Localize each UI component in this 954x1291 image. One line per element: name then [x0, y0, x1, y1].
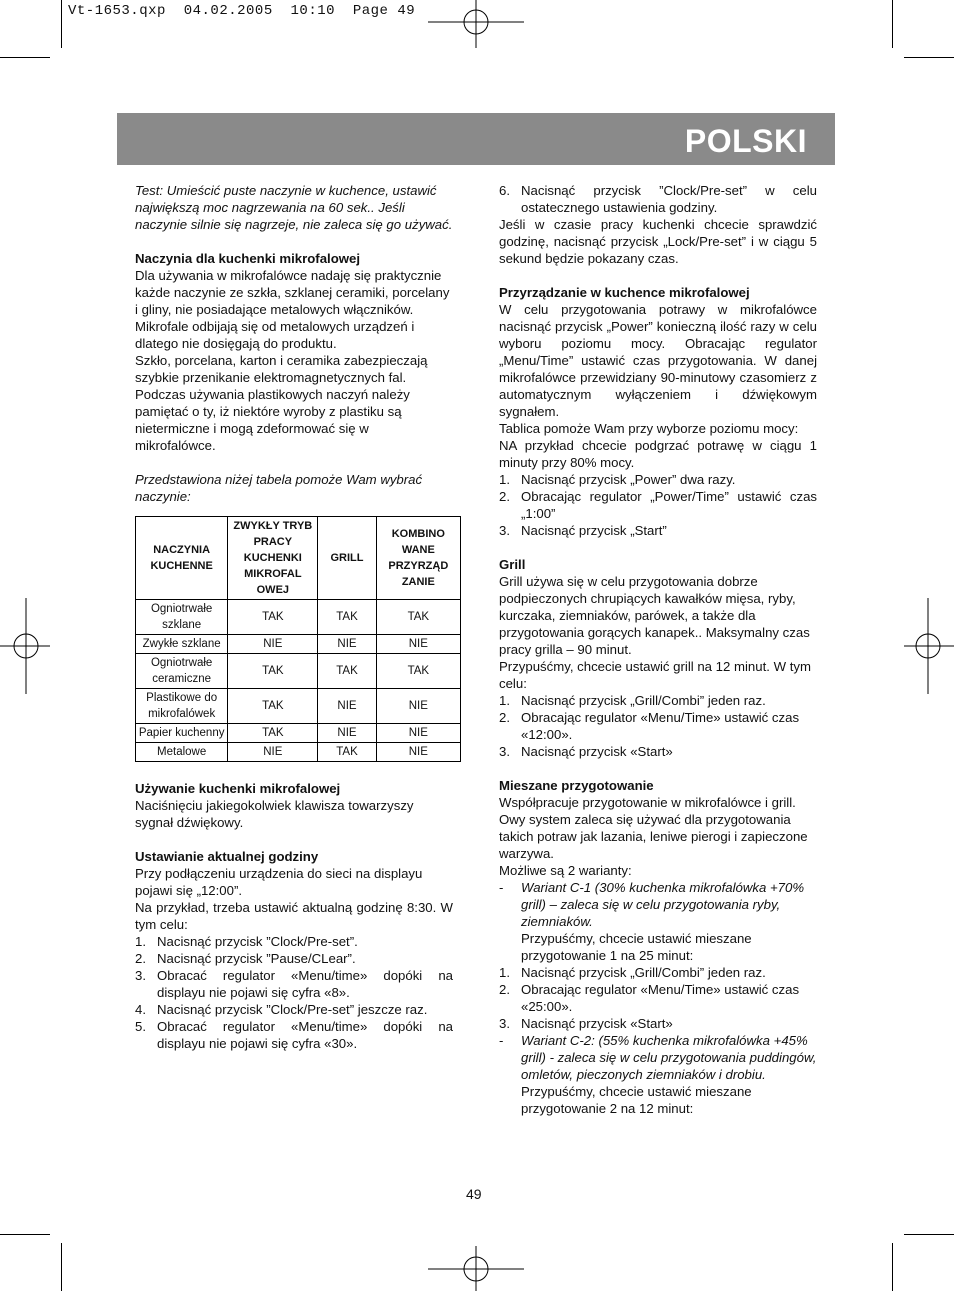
- table-row: [136, 600, 461, 635]
- list-item: [499, 692, 817, 709]
- dishes-paragraph: Dla używania w mikrofalówce nadaję się praktycznie każde naczynie ze szkła, szklanej ceramiki, porcelany i gliny, nie posiadające metalowych włączników.: [135, 268, 450, 317]
- step-number: 2.: [499, 489, 510, 504]
- table-cell: NIE: [376, 635, 460, 654]
- registration-mark-icon: [428, 1246, 524, 1291]
- step-text: Nacisnąć przycisk ”Pause/CLear”.: [157, 951, 356, 966]
- variant-list: [499, 1032, 817, 1117]
- table-cell: NIE: [376, 743, 460, 762]
- step-number: 2.: [499, 710, 510, 725]
- table-cell: Ogniotrwałe szklane: [136, 600, 228, 635]
- table-cell: TAK: [228, 654, 318, 689]
- step-number: 1.: [499, 693, 510, 708]
- list-item: [499, 1032, 817, 1117]
- clock-steps-continued: [499, 182, 817, 216]
- step-number: 6.: [499, 183, 510, 198]
- crop-mark: [904, 57, 954, 58]
- clock-paragraph: Przy podłączeniu urządzenia do sieci na displayu pojawi się „12:00”.: [135, 866, 423, 898]
- table-cell: Metalowe: [136, 743, 228, 762]
- crop-mark: [61, 0, 62, 48]
- micro-steps: [499, 471, 817, 539]
- step-text: Nacisnąć przycisk „Power” dwa razy.: [521, 472, 736, 487]
- table-cell: NIE: [318, 724, 376, 743]
- step-text: Nacisnąć przycisk ”Clock/Pre-set” jeszcze raz.: [157, 1002, 428, 1017]
- table-row: [136, 724, 461, 743]
- step-number: 3.: [499, 1016, 510, 1031]
- list-item: [135, 1001, 453, 1018]
- list-item: [499, 743, 817, 760]
- mixed-heading: Mieszane przygotowanie: [499, 778, 654, 793]
- table-cell: Papier kuchenny: [136, 724, 228, 743]
- crop-mark: [0, 57, 50, 58]
- list-item: [499, 879, 817, 964]
- list-item: [499, 471, 817, 488]
- list-item: [499, 488, 817, 522]
- grill-heading: Grill: [499, 557, 526, 572]
- table-intro: Przedstawiona niżej tabela pomoże Wam wybrać naczynie:: [135, 472, 423, 504]
- variant-note: Przypuśćmy, chcecie ustawić mieszane przygotowanie 2 na 12 minut:: [521, 1084, 752, 1116]
- crop-mark: [0, 1234, 50, 1235]
- variant-text: Wariant C-2: (55% kuchenka mikrofalówka +45% grill) - zaleca się w celu przygotowania puddingów, omletów, pieczonych ziemniaków i drobiu.: [521, 1033, 817, 1082]
- table-cell: TAK: [318, 743, 376, 762]
- language-banner: [117, 113, 835, 165]
- step-text: Nacisnąć przycisk „Grill/Combi” jeden raz.: [521, 965, 766, 980]
- table-cell: TAK: [228, 600, 318, 635]
- table-row: [136, 654, 461, 689]
- mixed-steps: [499, 964, 817, 1032]
- mixed-paragraph: Możliwe są 2 warianty:: [499, 863, 632, 878]
- table-cell: Ogniotrwałe ceramiczne: [136, 654, 228, 689]
- step-text: Obracając regulator „Power/Time” ustawić czas „1:00”: [521, 489, 817, 521]
- mixed-paragraph: Współpracuje przygotowanie w mikrofalówce i grill. Owy system zaleca się używać dla przygotowania takich potraw jak lazania, leniwe pierogi i zapieczone warzywa.: [499, 795, 808, 861]
- crop-mark: [892, 1243, 893, 1291]
- table-header-row: [136, 517, 461, 600]
- step-text: Nacisnąć przycisk ”Clock/Pre-set” w celu ostatecznego ustawienia godziny.: [521, 183, 817, 215]
- table-header: KOMBINO WANE PRZYRZĄD ZANIE: [376, 517, 460, 600]
- list-item: [499, 522, 817, 539]
- list-item: [135, 950, 453, 967]
- crop-mark: [892, 0, 893, 48]
- table-cell: NIE: [318, 635, 376, 654]
- page-number: 49: [466, 1186, 482, 1202]
- clock-heading: Ustawianie aktualnej godziny: [135, 849, 319, 864]
- dishes-paragraph: Szkło, porcelana, karton i ceramika zabezpieczają szybkie przenikanie elektromagnetycznych fal.: [135, 353, 428, 385]
- crop-mark: [61, 1243, 62, 1291]
- grill-paragraph: Grill używa się w celu przygotowania dobrze podpieczonych chrupiących kawałków mięsa, ryby, kurczaka, ziemniaków, parówek, a także dla przygotowania gorących kanapek.. Maksymalny czas pracy grilla – 90 minut.: [499, 574, 810, 657]
- table-cell: TAK: [228, 689, 318, 724]
- table-cell: TAK: [318, 654, 376, 689]
- table-row: [136, 743, 461, 762]
- step-number: 1.: [499, 965, 510, 980]
- micro-paragraph: NA przykład chcecie podgrzać potrawę w ciągu 1 minuty przy 80% mocy.: [499, 438, 817, 470]
- list-item: [499, 964, 817, 981]
- step-number: 5.: [135, 1019, 146, 1034]
- table-row: [136, 689, 461, 724]
- list-item: [499, 709, 817, 743]
- list-item: [135, 1018, 453, 1052]
- variant-text: Wariant C-1 (30% kuchenka mikrofalówka +70% grill) – zaleca się w celu przygotowania ryby, ziemniaków.: [521, 880, 805, 929]
- table-header: NACZYNIA KUCHENNE: [136, 517, 228, 600]
- micro-heading: Przyrządzanie w kuchence mikrofalowej: [499, 285, 750, 300]
- table-cell: TAK: [376, 654, 460, 689]
- list-item: [135, 933, 453, 950]
- crop-mark: [904, 1234, 954, 1235]
- dishes-paragraph: Podczas używania plastikowych naczyń należy pamiętać o ty, iż niektóre wyroby z plastiku są nietermiczne i mogą zdeformować się w mikrofalówce.: [135, 387, 410, 453]
- table-cell: TAK: [376, 600, 460, 635]
- table-header: ZWYKŁY TRYB PRACY KUCHENKI MIKROFAL OWEJ: [228, 517, 318, 600]
- step-number: 4.: [135, 1002, 146, 1017]
- clock-paragraph: Na przykład, trzeba ustawić aktualną godzinę 8:30. W tym celu:: [135, 900, 453, 932]
- print-slug: Vt-1653.qxp 04.02.2005 10:10 Page 49: [68, 3, 416, 19]
- step-number: 2.: [499, 982, 510, 997]
- grill-steps: [499, 692, 817, 760]
- step-text: Nacisnąć przycisk „Grill/Combi” jeden raz.: [521, 693, 766, 708]
- test-note: Test: Umieścić puste naczynie w kuchence, ustawić największą moc nagrzewania na 60 sek.. Jeśli naczynie silnie się nagrzeje, nie zaleca się go używać.: [135, 183, 453, 232]
- table-cell: Zwykłe szklane: [136, 635, 228, 654]
- table-cell: TAK: [228, 724, 318, 743]
- clock-steps: [135, 933, 453, 1052]
- table-cell: TAK: [318, 600, 376, 635]
- variant-list: [499, 879, 817, 964]
- banner-title: POLSKI: [684, 123, 807, 159]
- dash-bullet: -: [499, 880, 504, 895]
- step-number: 1.: [499, 472, 510, 487]
- step-text: Obracając regulator «Menu/Time» ustawić czas «25:00».: [521, 982, 800, 1014]
- micro-paragraph: W celu przygotowania potrawy w mikrofalówce nacisnąć przycisk „Power” konieczną ilość razy w celu wyboru poziomu mocy. Obracając regulator „Menu/Time” ustawić czas przygotowania. W danej mikrofalówce przewidziany 90-minutowy czasomierz z automatycznym wyłączeniem i dźwiękowym sygnałem.: [499, 302, 817, 419]
- dishes-paragraph: Mikrofale odbijają się od metalowych urządzeń i dlatego nie dosięgają do produktu.: [135, 319, 415, 351]
- step-text: Nacisnąć przycisk ”Clock/Pre-set”.: [157, 934, 358, 949]
- step-number: 3.: [499, 744, 510, 759]
- list-item: [135, 967, 453, 1001]
- table-cell: NIE: [376, 689, 460, 724]
- registration-mark-icon: [904, 598, 954, 694]
- list-item: [499, 182, 817, 216]
- usage-heading: Używanie kuchenki mikrofalowej: [135, 781, 341, 796]
- registration-mark-icon: [428, 0, 524, 48]
- dash-bullet: -: [499, 1033, 504, 1048]
- table-cell: NIE: [228, 635, 318, 654]
- step-text: Obracając regulator «Menu/Time» ustawić czas «12:00».: [521, 710, 800, 742]
- dishes-table: [135, 516, 461, 762]
- variant-note: Przypuśćmy, chcecie ustawić mieszane przygotowanie 1 na 25 minut:: [521, 931, 752, 963]
- clock-paragraph: Jeśli w czasie pracy kuchenki chcecie sprawdzić godzinę, nacisnąć przycisk „Lock/Pre-set” i w ciągu 5 sekund będzie pokazany czas.: [499, 217, 817, 266]
- step-text: Nacisnąć przycisk «Start»: [521, 1016, 673, 1031]
- table-cell: NIE: [318, 689, 376, 724]
- step-text: Nacisnąć przycisk «Start»: [521, 744, 673, 759]
- micro-paragraph: Tablica pomoże Wam przy wyborze poziomu mocy:: [499, 421, 799, 436]
- usage-text: Naciśnięciu jakiegokolwiek klawisza towarzyszy sygnał dźwiękowy.: [135, 798, 414, 830]
- table-row: [136, 635, 461, 654]
- step-number: 3.: [499, 523, 510, 538]
- grill-paragraph: Przypuśćmy, chcecie ustawić grill na 12 minut. W tym celu:: [499, 659, 811, 691]
- list-item: [499, 981, 817, 1015]
- step-text: Obracać regulator «Menu/time» dopóki na displayu nie pojawi się cyfra «30».: [157, 1019, 453, 1051]
- table-cell: NIE: [376, 724, 460, 743]
- dishes-heading: Naczynia dla kuchenki mikrofalowej: [135, 251, 360, 266]
- table-header: GRILL: [318, 517, 376, 600]
- step-number: 3.: [135, 968, 146, 983]
- step-text: Obracać regulator «Menu/time» dopóki na displayu nie pojawi się cyfra «8».: [157, 968, 453, 1000]
- right-column: [499, 182, 817, 1117]
- step-number: 2.: [135, 951, 146, 966]
- table-cell: Plastikowe do mikrofalówek: [136, 689, 228, 724]
- registration-mark-icon: [0, 598, 50, 694]
- left-column: [135, 182, 453, 1052]
- list-item: [499, 1015, 817, 1032]
- table-cell: NIE: [228, 743, 318, 762]
- step-number: 1.: [135, 934, 146, 949]
- step-text: Nacisnąć przycisk „Start”: [521, 523, 667, 538]
